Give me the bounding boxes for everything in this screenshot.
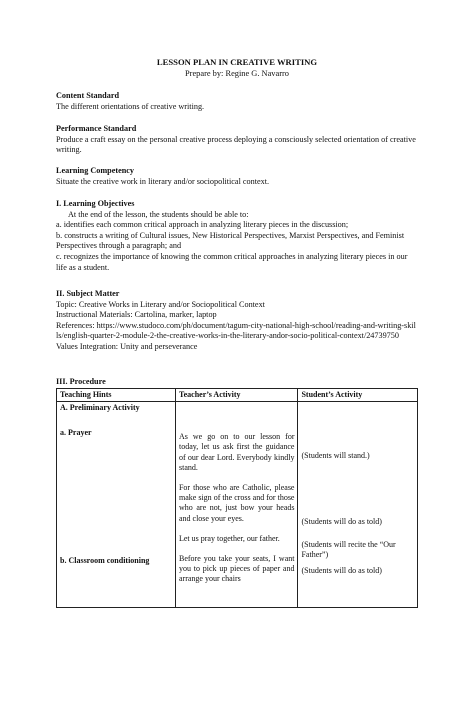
subject-materials: Instructional Materials: Cartolina, marker, laptop xyxy=(56,310,217,320)
teacher-activity-text: As we go on to our lesson for today, let us ask first the guidance of our dear Lord. Everybody kindly stand. xyxy=(178,432,295,472)
student-activity-text: (Students will stand.) xyxy=(301,451,370,461)
learning-competency-section xyxy=(56,166,418,187)
procedure-heading-wrap xyxy=(56,377,418,388)
objective-item: a. identifies each common critical approach in analyzing literary pieces in the discussion; xyxy=(56,220,349,230)
table-header-row xyxy=(57,389,418,402)
column-header-teaching-hints: Teaching Hints xyxy=(57,389,176,402)
content-standard-heading: Content Standard xyxy=(56,91,120,100)
teaching-hints-cell xyxy=(57,402,176,608)
learning-competency-text: Situate the creative work in literary and/or sociopolitical context. xyxy=(56,176,270,186)
preliminary-activity-label: A. Preliminary Activity xyxy=(60,403,140,413)
table-row xyxy=(57,402,418,608)
content-standard-section xyxy=(56,91,418,112)
student-activity-text: (Students will recite the “Our Father”) xyxy=(301,539,396,559)
learning-competency-heading: Learning Competency xyxy=(56,166,135,175)
performance-standard-heading: Performance Standard xyxy=(56,124,137,133)
column-header-teachers-activity: Teacher’s Activity xyxy=(175,389,298,402)
performance-standard-text: Produce a craft essay on the personal creative process deploying a consciously selected orientation of creative writing. xyxy=(56,134,416,155)
prayer-label: a. Prayer xyxy=(60,428,92,438)
prepared-by: Prepare by: Regine G. Navarro xyxy=(185,69,289,78)
content-standard-text: The different orientations of creative writing. xyxy=(56,101,205,111)
student-activity-cell xyxy=(298,402,418,608)
procedure-table xyxy=(56,388,418,608)
teacher-activity-text: For those who are Catholic, please make sign of the cross and for those who are not, just bow your heads and close your eyes. xyxy=(178,483,295,523)
teacher-activity-cell xyxy=(175,402,298,608)
objective-item: c. recognizes the importance of knowing the common critical approaches in analyzing literary pieces in our life as a student. xyxy=(56,251,408,272)
performance-standard-section xyxy=(56,124,418,156)
learning-objectives-section xyxy=(56,199,418,273)
student-activity-text: (Students will do as told) xyxy=(301,517,382,527)
learning-objectives-heading: I. Learning Objectives xyxy=(56,199,135,208)
objective-item: b. constructs a writing of Cultural issues, New Historical Perspectives, Marxist Perspectives, and Feminist Perspectives through a paragraph; and xyxy=(56,230,405,251)
classroom-conditioning-label: b. Classroom conditioning xyxy=(60,555,150,565)
subject-values: Values Integration: Unity and perseverance xyxy=(56,341,198,351)
procedure-heading: III. Procedure xyxy=(56,377,106,386)
subject-matter-heading: II. Subject Matter xyxy=(56,289,120,298)
student-activity-text: (Students will do as told) xyxy=(301,566,382,576)
document-title: LESSON PLAN IN CREATIVE WRITING xyxy=(156,57,318,67)
subject-references: References: https://www.studoco.com/ph/document/tagum-city-national-high-school/reading-and-writing-skills/english-quarter-2-module-2-the-creative-works-in-the-literary-andor-socio-political-context/24739750 xyxy=(56,320,416,341)
teacher-activity-text: Let us pray together, our father. xyxy=(178,533,280,543)
subject-topic: Topic: Creative Works in Literary and/or Sociopolitical Context xyxy=(56,299,265,309)
objectives-intro: At the end of the lesson, the students should be able to: xyxy=(68,209,249,219)
column-header-students-activity: Student’s Activity xyxy=(298,389,418,402)
teacher-activity-text: Before you take your seats, I want you to pick up pieces of paper and arrange your chairs xyxy=(178,554,295,584)
subject-matter-section xyxy=(56,289,418,353)
